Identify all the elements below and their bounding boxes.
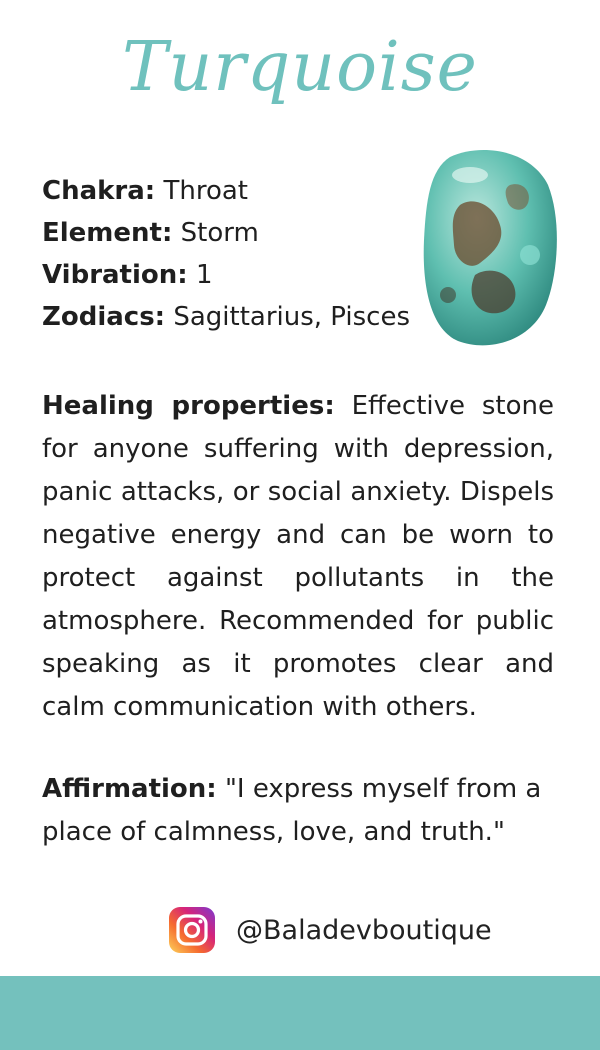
fact-zodiacs <box>42 296 412 338</box>
fact-label: Zodiacs: <box>42 302 166 332</box>
social-handle-row[interactable] <box>168 905 492 955</box>
affirmation-label: Affirmation: <box>42 774 217 804</box>
instagram-handle[interactable]: @Baladevboutique <box>236 914 492 946</box>
fact-label: Element: <box>42 218 173 248</box>
affirmation-text: "I express myself from a place of calmness, love, and truth." <box>42 774 542 847</box>
healing-label: Healing properties: <box>42 391 335 421</box>
turquoise-stone-image <box>420 145 560 350</box>
fact-vibration <box>42 254 412 296</box>
fact-value: 1 <box>195 260 213 290</box>
fact-value: Sagittarius, Pisces <box>173 302 411 332</box>
stone-facts <box>42 170 412 338</box>
instagram-icon <box>168 906 216 954</box>
fact-label: Vibration: <box>42 260 188 290</box>
healing-text: Effective stone for anyone suffering with depression, panic attacks, or social anxiety. Dispels negative energy and can be worn to protect against pollutants in the atmosphere. Recommended for public speaking as it promotes clear and calm communication with others. <box>42 391 554 722</box>
fact-chakra <box>42 170 412 212</box>
page-title: Turquoise <box>122 28 478 107</box>
footer-band <box>0 976 600 1050</box>
healing-properties <box>42 385 554 729</box>
fact-value: Throat <box>163 176 248 206</box>
affirmation <box>42 768 554 854</box>
fact-element <box>42 212 412 254</box>
fact-value: Storm <box>180 218 259 248</box>
fact-label: Chakra: <box>42 176 156 206</box>
